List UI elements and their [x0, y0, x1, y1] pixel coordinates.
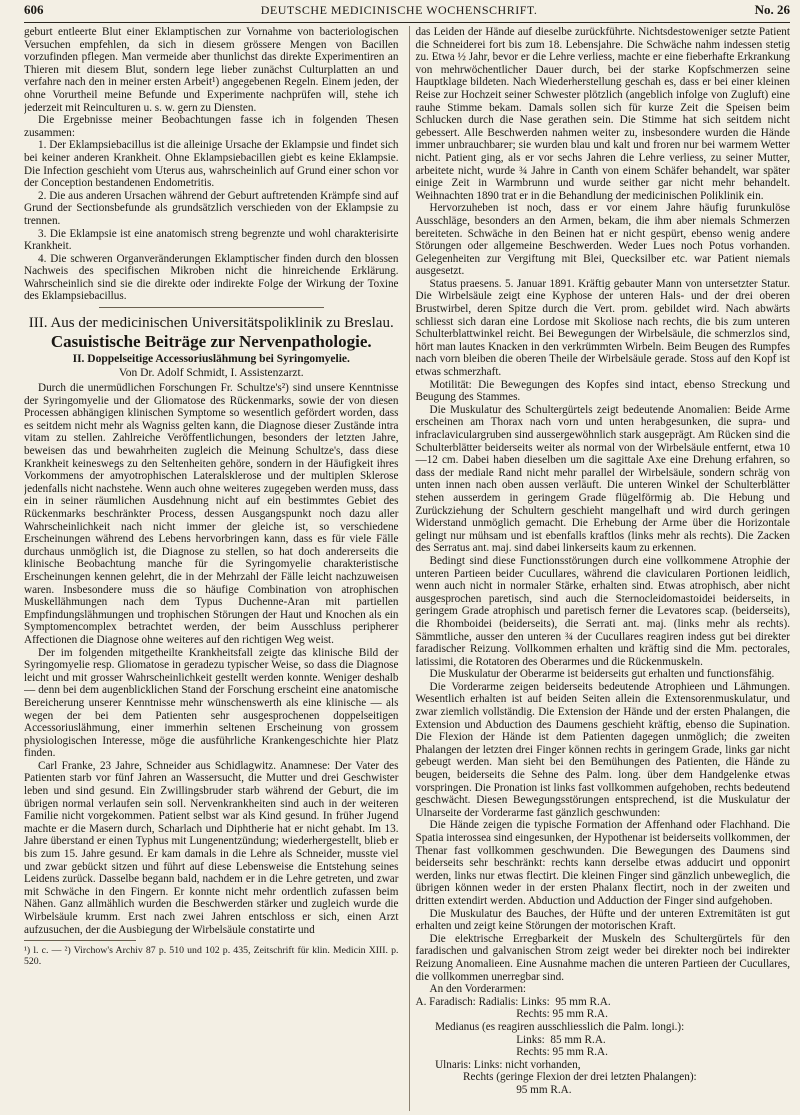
measure-line-4: Links: 85 mm R.A. [415, 1033, 606, 1046]
footnote-rule [24, 940, 136, 941]
section-divider [99, 307, 324, 308]
right-column [409, 26, 791, 1111]
upper-arm-paragraph: Die Muskulatur der Oberarme ist beiderseits gut erhalten und functionsfähig. [429, 668, 775, 681]
measure-line-8: 95 mm R.A. [415, 1083, 572, 1096]
measure-line-6: Ulnaris: Links: nicht vorhanden, [415, 1058, 581, 1071]
measure-line-2: Rechts: 95 mm R.A. [415, 1008, 608, 1021]
forearm-paragraph: Die Vorderarme zeigen beiderseits bedeutende Atrophieen und Lähmungen. Wesentlich erhalten ist auf beiden Seiten allein die Extensorenmuskulatur, und zwar ziemlich vollständig. Die Extension der Hände und der ersten Phalangen, die Extension und Abduction des Daumens geschieht kräftig, ebenso die Supination. Die Flexion der Hände ist dem Patienten dagegen unmöglich; die zweiten Phalangen der letzten drei Finger können rechts in geringem Grade, links gar nicht gebeugt werden. Man sieht bei den Bemühungen des Patienten, die Hände zu beugen, beiderseits die Sehne des Palm. long. über dem Handgelenke etwas vorspringen. Die Pronation ist links fast vollkommen aufgehoben, rechts bedeutend geschwächt. Diesen Bewegungsstörungen entsprechend, ist die Muskulatur der Ulnarseite der Vorderarme fast gänzlich geschwunden: [415, 680, 790, 819]
article-subtitle: II. Doppelseitige Accessoriuslähmung bei Syringomyelie. [72, 353, 350, 366]
footnote: ¹) l. c. — ²) Virchow's Archiv 87 p. 510 und 102 p. 435, Zeitschrift für klin. Medicin XIII. p. 520. [24, 945, 399, 968]
intro-paragraph: geburt entleerte Blut einer Eklamptischen zur Vornahme von bacteriologischen Versuchen empfehlen, da sich in diesem grössere Mengen von Bacillen vorzufinden pflegen. Man vermeide aber thunlichst das direkte Experimentiren an Thieren mit diesem Blut, sondern lege lieber zunächst Culturplatten an und verfahre nach den in meiner ersten Arbeit¹) angegebenen Regeln. Einem jeden, der ohne Vorurtheil meine Befunde und Experimente nachprüfen will, stehe ich jederzeit mit Reinculturen u. s. w. gern zu Diensten. [24, 26, 399, 114]
body-paragraph-2: Der im folgenden mitgetheilte Krankheitsfall zeigte das klinische Bild der Syringomyelie resp. Gliomatose in geradezu typischer Weise, so dass die Diagnose leicht und mit grosser Wahrscheinlichkeit gestellt werden konnte. Weniger deshalb — denn bei dem augenblicklichen Stand der Forschung erscheint eine anatomische Bereicherung unserer Kenntnisse mehr wünschenswerth als eine klinische — als wegen der bei dem Patienten sehr ausgesprochenen doppelseitigen Accessoriuslähmung, einer immerhin seltenen Erscheinung von grossem physiologischen Interesse, möge die ausführliche Krankengeschichte hier Platz finden. [24, 646, 399, 760]
journal-title: DEUTSCHE MEDICINISCHE WOCHENSCHRIFT. [260, 3, 538, 17]
thesis-1: 1. Der Eklampsiebacillus ist die alleinige Ursache der Eklampsie und findet sich bei keiner anderen Krankheit. Ohne Eklampsiebacillen giebt es keine Eklampsie. Die Infection geschieht vom Uterus aus, wahrscheinlich auf Grund einer schon vor der Conception bestandenen Endometritis. [24, 139, 399, 190]
columns [24, 26, 790, 1111]
thesis-4: 4. Die schweren Organveränderungen Eklamptischer finden durch den blossen Nachweis des specifischen Mikroben nicht die hinreichende Erklärung. Wahrscheinlich sind sie die direkte oder indirekte Folge der Wirkung der Toxine des Eklampsiebacillus. [24, 252, 399, 303]
page-header [24, 2, 790, 23]
measure-line-1: A. Faradisch: Radialis: Links: 95 mm R.A. [415, 995, 611, 1008]
thesis-2: 2. Die aus anderen Ursachen während der Geburt auftretenden Krämpfe sind auf Grund der Sectionsbefunde als grundsätzlich verschieden von der Eklampsie zu trennen. [24, 189, 399, 227]
theses-intro: Die Ergebnisse meiner Beobachtungen fasse ich in folgenden Thesen zusammen: [24, 114, 399, 139]
article-author: Von Dr. Adolf Schmidt, I. Assistenzarzt. [118, 367, 304, 380]
measure-line-3: Medianus (es reagiren ausschliesslich die Palm. longi.): [415, 1020, 685, 1033]
right-paragraph-1: das Leiden der Hände auf dieselbe zurückführte. Nichtsdestoweniger setzte Patient die Schneiderei fort bis zum 18. Lebensjahre. Die Schwäche nahm indessen stetig zu. Etwa ½ Jahr, bevor er die Lehre verliess, machte er eine fieberhafte Erkrankung von mehrwöchentlicher Dauer durch, bei der starke Kopfschmerzen seine Hauptklage bildeten. Nach Wiederherstellung geschah es, dass er bei einer kleinen Reise zur Hochzeit seiner Schwester plötzlich (angeblich infolge von Zugluft) eine rauhe Stimme bekam. Damals sollen sich für kurze Zeit die Speisen beim Schlucken durch die Nase gerathen sein. Die Stimme hat sich seitdem nicht gebessert. Alle Beschwerden nahmen weiter zu, insbesondere wurden die Hände immer unbrauchbarer; sie wurden blau und kalt und froren nur bei warmem Wetter nicht. Patient ging, als er vor sechs Jahren die Lehre verliess, zu seiner Mutter, arbeitete nicht, wurde ¾ Jahre in Canth von einem Schäfer behandelt, war später einige Zeit in Warmbrunn und wurde seither gar nicht mehr behandelt. Weihnachten 1890 trat er in die Behandlung der medicinischen Poliklinik ein. [415, 26, 790, 202]
status-praesens: Status praesens. 5. Januar 1891. Kräftig gebauter Mann von untersetzter Statur. Die Wirbelsäule zeigt eine Kyphose der unteren Hals- und der drei oberen Brustwirbel, deren Spitze durch die Vert. prom. gebildet wird. Nach abwärts schliesst sich daran eine Lordose mit Skoliose nach rechts, die bis zum unteren Schulterblattwinkel reicht. Bei Bewegungen der Wirbelsäule, die schmerzlos sind, hört man lautes Knacken in den verkrümmten Wirbeln. Beim Beugen des Rumpfes nach vorn bleiben die oberen Theile der Wirbelsäule gerade. Stoss auf den Kopf ist etwas schmerzhaft. [415, 277, 790, 379]
shoulder-muscles-paragraph: Die Muskulatur des Schultergürtels zeigt bedeutende Anomalien: Beide Arme erscheinen am Thorax nach vorn und unten herabgesunken, die supra- und infraclaviculargruben sind aussergewöhnlich stark ausgeprägt. Am Rücken sind die Schulterblätter beiderseits weiter als normal von der Wirbelsäule entfernt, etwa 10—12 cm. Dabei haben dieselben um die sagittale Axe eine Drehung erfahren, so dass der mediale Rand nicht mehr parallel der Wirbelsäule, sondern schräg von unten innen nach oben aussen verläuft. Die unteren Winkel der Schulterblätter stehen ausserdem in geringem Grade flügelförmig ab. Die Hebung und Zurückziehung der Schultern geschieht mangelhaft und wird durch geringen Widerstand unmöglich gemacht. Die Erhebung der Arme über die Horizontale gelingt nur mühsam und ist ebenfalls kraftlos (links mehr als rechts). Die Zacken des Serratus ant. maj. sind dabei linkerseits kaum zu erkennen. [415, 403, 790, 555]
hands-paragraph: Die Hände zeigen die typische Formation der Affenhand oder Flachhand. Die Spatia interossea sind eingesunken, der Hypothenar ist beiderseits vollkommen, der Thenar fast vollkommen geschwunden. Die Bewegungen des Daumens sind beiderseits sehr beschränkt: rechts kann derselbe etwas adducirt und opponirt werden, links nur etwas flectirt. Die kleinen Finger sind gänzlich unbeweglich, die übrigen können weder in der ersten Phalanx flectirt, noch in der zweiten und dritten extendirt werden. Abduction und Adduction der Finger sind aufgehoben. [415, 819, 790, 907]
measure-line-7: Rechts (geringe Flexion der drei letzten Phalangen): [415, 1071, 697, 1084]
thesis-3: 3. Die Eklampsie ist eine anatomisch streng begrenzte und wohl charakterisirte Krankheit. [24, 227, 399, 253]
body-paragraph-1: Durch die unermüdlichen Forschungen Fr. Schultze's²) sind unsere Kenntnisse der Syringomyelie und der Gliomatose des Rückenmarks, sowie der von diesen Processen abhängigen klinischen Symptome so wesentlich gefördert worden, dass es seitdem nicht mehr als Wagniss gelten kann, die Diagnose dieser Zustände intra vitam zu stellen. Zahlreiche Veröffentlichungen, besonders der letzten Jahre, beweisen das und bewahrheiten zugleich die Meinung Schultze's, dass diese Krankheit keineswegs zu den Seltenheiten gehöre, sondern in der Häufigkeit ihres Vorkommens der amyotrophischen Lateralsklerose und der multiplen Sklerose jedenfalls nicht nachstehe. Wenn auch ohne weiteres zugegeben werden muss, dass ein in seiner räumlichen Ausdehnung nicht auf ein bestimmtes Gebiet des Rückenmarks beschränkter Process, dessen Ausgangspunkt noch dazu aller Wahrscheinlichkeit nach nicht immer der gleiche ist, so verschiedene Erscheinungen während des Lebens hervorbringen kann, dass es für viele Fälle durchaus unmöglich ist, die Diagnose zu stellen, so hat doch andererseits die klinische Beobachtung manche für die Syringomyelie charakteristische Erscheinungen kennen gelehrt, die in der Mehrzahl der Fälle leicht nachzuweisen waren. Insbesondere muss die so häufige Combination von atrophischen Muskellähmungen nach dem Typus Duchenne-Aran mit partiellen Empfindungslähmungen und trophischen Störungen der Haut und Knochen als ein Symptomencomplex betrachtet werden, der beim Ausschluss peripherer Affectionen die Diagnose ohne weiteres auf den richtigen Weg weist. [24, 382, 399, 646]
issue-number: No. 26 [754, 2, 790, 17]
trunk-paragraph: Die Muskulatur des Bauches, der Hüfte und der unteren Extremitäten ist gut erhalten und zeigt keine Störungen der motorischen Kraft. [415, 907, 790, 933]
article-title: Casuistische Beiträge zur Nervenpathologie. [50, 332, 372, 352]
anamnesis-paragraph: Carl Franke, 23 Jahre, Schneider aus Schidlagwitz. Anamnese: Der Vater des Patienten starb vor fünf Jahren an Wassersucht, die Mutter und drei Geschwister leben und sind gesund. Ein Zwillingsbruder starb während der Geburt, die im übrigen normal verlaufen sein soll. Nervenkrankheiten sind auch in der weiteren Familie nicht vorgekommen. Patient selbst war als Kind gesund. In früher Jugend machte er die Masern durch, Scharlach und Diphtherie hat er nicht gehabt. Im 13. Jahre überstand er einen Typhus mit Lungenentzündung; wiederhergestellt, blieb er bis zum 15. Jahre gesund. Er kam damals in die Lehre als Schneider, musste viel und zwar gebückt sitzen und führt auf diese Lebensweise die Entstehung seines Leidens zurück. Dasselbe begann bald, nachdem er in die Lehre getreten, und zwar mit Schwäche in den Fingern. Er konnte nicht mehr ordentlich zufassen beim Nähen. Ganz allmählich wurden die Beschwerden stärker und zugleich wurde die Wirbelsäule krumm. Erst nach zwei Jahren entschloss er sich, einen Arzt aufzusuchen, der die Ausbiegung der Wirbelsäule constatirte und [24, 759, 399, 936]
right-paragraph-2: Hervorzuheben ist noch, dass er vor einem Jahre häufig furunkulöse Ausschläge, besonders an den Armen, bekam, die ihm aber niemals Schmerzen bereiteten. Schwäche in den Beinen hat er nicht gespürt, ebenso wenig andere Störungen oder allgemeine Beschwerden. Weder Lues noch Potus vorhanden. Gelegenheiten zur Vergiftung mit Blei, Quecksilber etc. war Patient niemals ausgesetzt. [415, 202, 790, 278]
electrical-paragraph: Die elektrische Erregbarkeit der Muskeln des Schultergürtels für den faradischen und galvanischen Strom zeigt weder bei direkter noch bei indirekter Reizung Anomalieen. Eine Ausnahme machen die unteren Partieen der Cucullares, die vollkommen unerregbar sind. [415, 932, 790, 983]
measure-line-5: Rechts: 95 mm R.A. [415, 1046, 608, 1059]
page-number: 606 [24, 2, 44, 17]
section-heading: III. Aus der medicinischen Universitätspoliklinik zu Breslau. [28, 315, 394, 332]
left-column [24, 26, 399, 1111]
table-intro: An den Vorderarmen: [429, 983, 527, 996]
atrophy-paragraph: Bedingt sind diese Functionsstörungen durch eine vollkommene Atrophie der unteren Partieen beider Cucullares, während die clavicularen Portionen leidlich, wenn auch nicht in normaler Stärke, erhalten sind. Etwas atrophisch, aber nicht ausgesprochen paretisch, sind auch die Sternocleidomastoidei beiderseits, in geringem Grade atrophisch und paretisch ferner die Levatores scap. (beiderseits), die Rhomboidei (beiderseits), die Serrati ant. maj. (links mehr als rechts). Sämmtliche, ausser den unteren ¾ der Cucullares reagiren indess gut bei direkter faradischer Reizung. Vollkommen erhalten und kräftig sind die Mm. pectorales, latissimi, die Rotatoren des Oberarmes und die Rückenmuskeln. [415, 554, 790, 668]
motility-paragraph: Motilität: Die Bewegungen des Kopfes sind intact, ebenso Streckung und Beugung des Stammes. [415, 378, 790, 404]
